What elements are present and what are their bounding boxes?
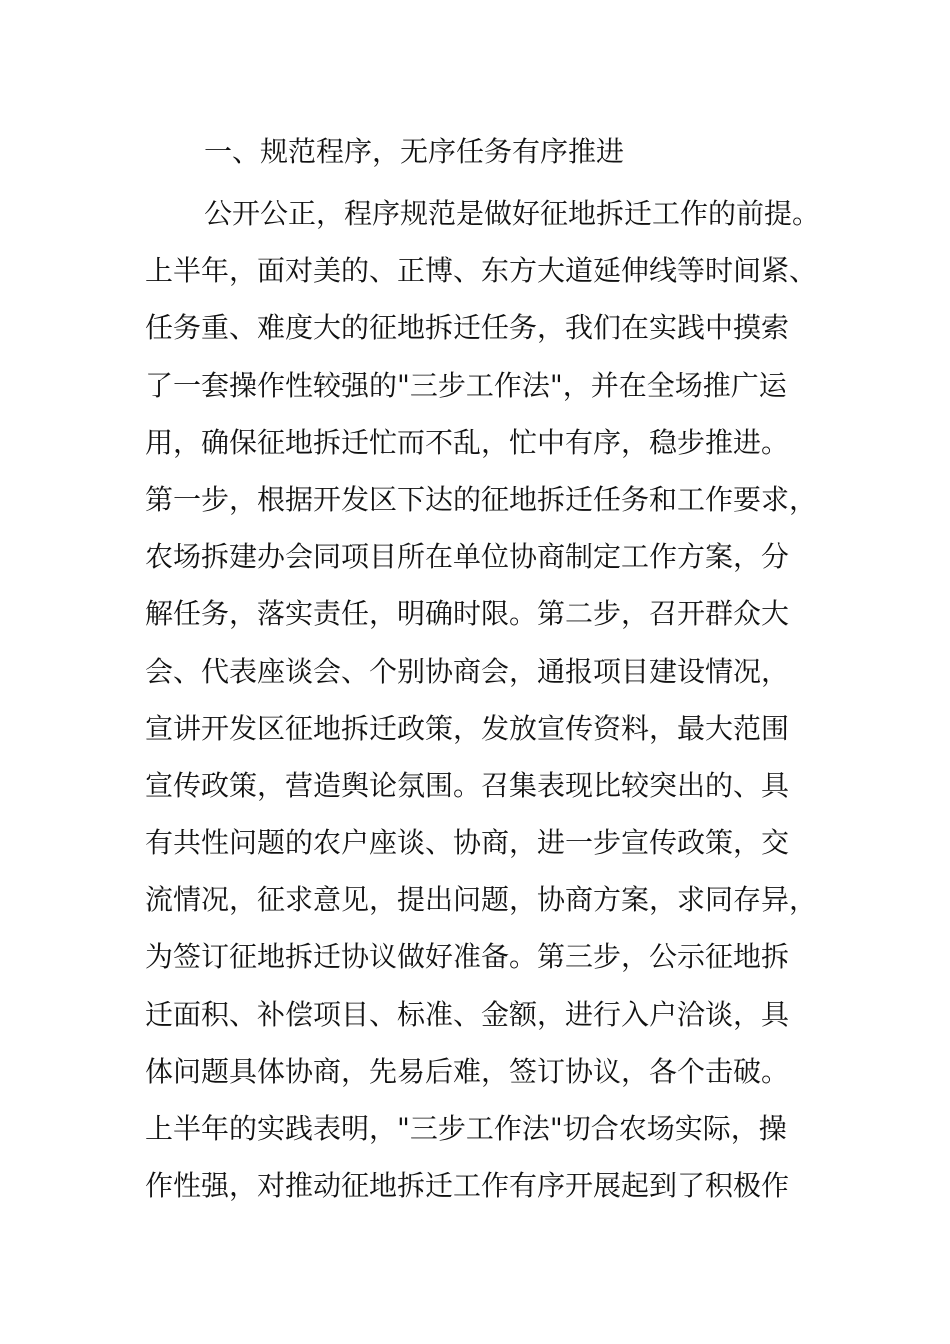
- text-line: 流情况，征求意见，提出问题，协商方案，求同存异，: [145, 883, 818, 917]
- text-line: 迁面积、补偿项目、标准、金额，进行入户洽谈，具: [145, 997, 790, 1031]
- text-line: 体问题具体协商，先易后难，签订协议，各个击破。: [145, 1054, 790, 1088]
- text-line: 会、代表座谈会、个别协商会，通报项目建设情况，: [145, 654, 790, 688]
- section-heading: 一、规范程序，无序任务有序推进: [204, 135, 625, 168]
- text-line: 作性强，对推动征地拆迁工作有序开展起到了积极作: [145, 1169, 790, 1203]
- text-line: 宣传政策，营造舆论氛围。召集表现比较突出的、具: [145, 768, 790, 802]
- text-line: 上半年的实践表明，"三步工作法"切合农场实际，操: [145, 1112, 787, 1145]
- text-line: 上半年，面对美的、正博、东方大道延伸线等时间紧、: [145, 254, 818, 288]
- text-line: 农场拆建办会同项目所在单位协商制定工作方案，分: [145, 540, 790, 574]
- text-line: 有共性问题的农户座谈、协商，进一步宣传政策，交: [145, 826, 790, 860]
- text-line: 用，确保征地拆迁忙而不乱，忙中有序，稳步推进。: [145, 425, 790, 459]
- text-line: 公开公正，程序规范是做好征地拆迁工作的前提。: [204, 197, 821, 230]
- text-line: 任务重、难度大的征地拆迁任务，我们在实践中摸索: [145, 311, 790, 345]
- text-line: 了一套操作性较强的"三步工作法"，并在全场推广运: [145, 368, 787, 402]
- text-line: 第一步，根据开发区下达的征地拆迁任务和工作要求，: [145, 482, 818, 516]
- text-line: 为签订征地拆迁协议做好准备。第三步，公示征地拆: [145, 940, 790, 974]
- text-line: 解任务，落实责任，明确时限。第二步，召开群众大: [145, 597, 790, 631]
- text-line: 宣讲开发区征地拆迁政策，发放宣传资料，最大范围: [145, 711, 790, 745]
- body-paragraph: [145, 185, 845, 1214]
